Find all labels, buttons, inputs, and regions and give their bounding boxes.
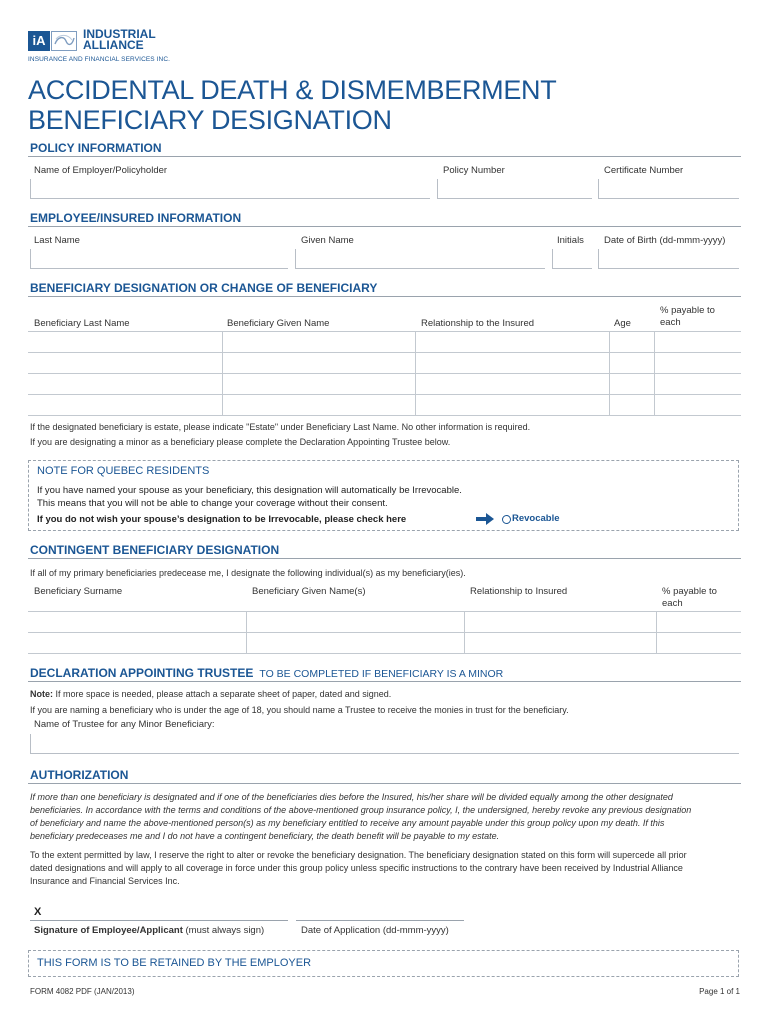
retain-text: THIS FORM IS TO BE RETAINED BY THE EMPLOYER: [37, 957, 312, 969]
estate-note: If the designated beneficiary is estate, please indicate "Estate" under Beneficiary Last Name. No other information is required.: [30, 422, 531, 432]
signature-label-rest: (must always sign): [182, 925, 265, 936]
trustee-subheading: TO BE COMPLETED IF BENEFICIARY IS A MINOR: [259, 668, 504, 680]
table-row[interactable]: [28, 395, 741, 416]
authorization-para-line3: Insurance and Financial Services Inc.: [30, 876, 180, 886]
certificate-number-field[interactable]: [598, 179, 739, 199]
trustee-name-field[interactable]: [30, 734, 739, 754]
col-age: Age: [614, 318, 631, 329]
table-divider: [654, 332, 655, 416]
table-row[interactable]: [28, 374, 741, 395]
page-title: [28, 75, 556, 135]
policy-heading: POLICY INFORMATION: [30, 141, 162, 155]
policy-rule: [28, 156, 741, 157]
col-beneficiary-given-name: Beneficiary Given Name: [227, 318, 330, 329]
authorization-rule: [28, 783, 741, 784]
contingent-rule: [28, 558, 741, 559]
table-row[interactable]: [28, 353, 741, 374]
beneficiary-heading: BENEFICIARY DESIGNATION OR CHANGE OF BENEFICIARY: [30, 281, 378, 295]
initials-label: Initials: [557, 235, 584, 246]
contingent-table: [28, 611, 741, 654]
dob-label: Date of Birth (dd-mmm-yyyy): [604, 235, 726, 246]
table-divider: [464, 612, 465, 654]
logo-name: [83, 29, 156, 51]
company-logo: [28, 28, 228, 62]
arrow-right-icon: [475, 512, 495, 531]
trustee-heading-main: DECLARATION APPOINTING TRUSTEE: [30, 666, 254, 680]
col-given-names: Beneficiary Given Name(s): [252, 586, 366, 597]
policy-number-label: Policy Number: [443, 165, 505, 176]
table-row[interactable]: [28, 612, 741, 633]
employer-field[interactable]: [30, 179, 430, 199]
authorization-italic-line3: of beneficiary and name the above-mentioned person(s) as my beneficiary entitled to receive any amount payable under this group policy upon my death. If this: [30, 818, 665, 828]
col-relationship: Relationship to the Insured: [421, 318, 535, 329]
authorization-paragraph: [30, 849, 687, 888]
employer-label: Name of Employer/Policyholder: [34, 165, 168, 176]
contingent-intro: If all of my primary beneficiaries predecease me, I designate the following individual(s) as my beneficiary(ies).: [30, 568, 466, 578]
given-name-field[interactable]: [295, 249, 545, 269]
table-divider: [246, 612, 247, 654]
policy-number-field[interactable]: [437, 179, 592, 199]
signature-label: [34, 925, 264, 936]
col-relationship-insured: Relationship to Insured: [470, 586, 568, 597]
col-contingent-pct: [662, 586, 717, 610]
title-line1: ACCIDENTAL DEATH & DISMEMBERMENT: [28, 75, 557, 105]
col-beneficiary-last-name: Beneficiary Last Name: [34, 318, 130, 329]
date-label: Date of Application (dd-mmm-yyyy): [301, 925, 449, 936]
logo-swirl-icon: [51, 31, 77, 51]
signature-line[interactable]: [30, 920, 288, 921]
page-number: Page 1 of 1: [699, 987, 740, 996]
title-line2: BENEFICIARY DESIGNATION: [28, 105, 392, 135]
certificate-label: Certificate Number: [604, 165, 684, 176]
logo-line1: INDUSTRIAL: [83, 27, 156, 41]
trustee-note: [30, 688, 391, 701]
col-pct-line1: % payable to: [660, 305, 715, 316]
revocable-label: Revocable: [512, 513, 560, 524]
table-divider: [656, 612, 657, 654]
quebec-line2: This means that you will not be able to change your coverage without their consent.: [37, 498, 388, 509]
table-row[interactable]: [28, 633, 741, 654]
col-contingent-pct-line2: each: [662, 598, 683, 609]
revocable-radio[interactable]: [502, 515, 511, 524]
authorization-para-line2: dated designations and will apply to all coverage in force under this group policy unless specific instructions to the contrary have been received by Industrial Alliance: [30, 863, 683, 873]
trustee-minor-text: If you are naming a beneficiary who is under the age of 18, you should name a Trustee to receive the monies in trust for the beneficiary.: [30, 705, 569, 715]
minor-note: If you are designating a minor as a beneficiary please complete the Declaration Appointing Trustee below.: [30, 437, 451, 447]
beneficiary-table: [28, 331, 741, 416]
quebec-line1: If you have named your spouse as your beneficiary, this designation will automatically be Irrevocable.: [37, 485, 462, 496]
authorization-heading: AUTHORIZATION: [30, 768, 129, 782]
col-pct-payable: [660, 305, 715, 329]
trustee-note-label: Note:: [30, 689, 53, 699]
beneficiary-rule: [28, 296, 741, 297]
authorization-italic-line2: beneficiaries. In accordance with the terms and conditions of the above-mentioned group insurance policy, I, the undersigned, hereby revoke any previous designation: [30, 805, 692, 815]
authorization-para-line1: To the extent permitted by law, I reserve the right to alter or revoke the beneficiary designation. The beneficiary designation stated on this form will supercede all prior: [30, 850, 687, 860]
table-row[interactable]: [28, 332, 741, 353]
last-name-field[interactable]: [30, 249, 288, 269]
col-pct-line2: each: [660, 317, 681, 328]
retain-box: [28, 950, 739, 977]
authorization-italic-line1: If more than one beneficiary is designated and if one of the beneficiaries dies before the Insured, his/her share will be divided equally among the other designated: [30, 792, 673, 802]
quebec-line3: If you do not wish your spouse’s designation to be Irrevocable, please check here: [37, 514, 407, 525]
logo-subtitle: INSURANCE AND FINANCIAL SERVICES INC.: [28, 56, 171, 63]
trustee-rule: [28, 681, 741, 682]
form-id: FORM 4082 PDF (JAN/2013): [30, 987, 135, 996]
signature-x: X: [34, 906, 42, 918]
logo-mark: iA: [28, 31, 50, 51]
contingent-heading: CONTINGENT BENEFICIARY DESIGNATION: [30, 543, 280, 557]
signature-label-bold: Signature of Employee/Applicant: [34, 925, 183, 936]
date-line[interactable]: [296, 920, 464, 921]
table-divider: [222, 332, 223, 416]
employee-heading: EMPLOYEE/INSURED INFORMATION: [30, 211, 242, 225]
given-name-label: Given Name: [301, 235, 354, 246]
table-divider: [609, 332, 610, 416]
employee-rule: [28, 226, 741, 227]
authorization-italic-line4: beneficiary predeceases me and I do not have a contingent beneficiary, the death benefit will be payable to my estate.: [30, 831, 500, 841]
col-contingent-pct-line1: % payable to: [662, 586, 717, 597]
trustee-note-text: If more space is needed, please attach a separate sheet of paper, dated and signed.: [53, 689, 392, 699]
quebec-heading: NOTE FOR QUEBEC RESIDENTS: [37, 465, 210, 477]
initials-field[interactable]: [552, 249, 592, 269]
last-name-label: Last Name: [34, 235, 80, 246]
table-divider: [415, 332, 416, 416]
dob-field[interactable]: [598, 249, 739, 269]
col-surname: Beneficiary Surname: [34, 586, 123, 597]
logo-line2: ALLIANCE: [83, 38, 144, 52]
trustee-name-label: Name of Trustee for any Minor Beneficiary:: [34, 719, 215, 730]
authorization-italic: [30, 791, 691, 843]
trustee-heading: [30, 666, 503, 680]
quebec-note-box: [28, 460, 739, 531]
